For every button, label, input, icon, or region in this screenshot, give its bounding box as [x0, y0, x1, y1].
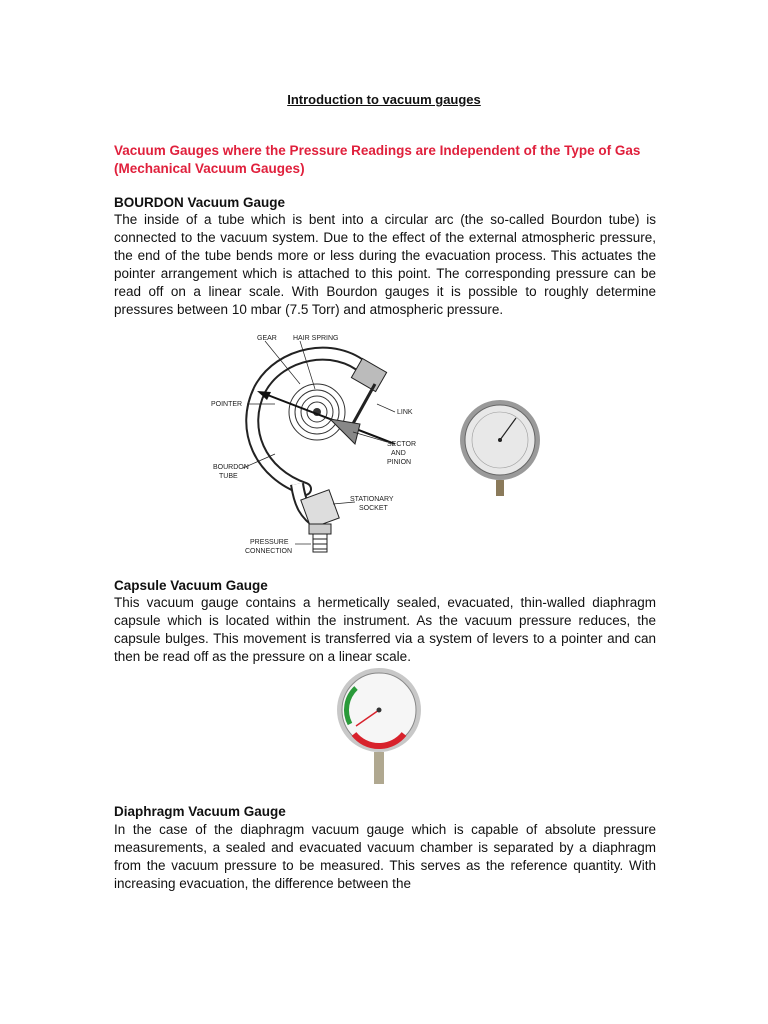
- label-pressure-1: PRESSURE: [250, 539, 289, 546]
- capsule-gauge-photo-icon: [334, 668, 424, 784]
- bourdon-heading: BOURDON Vacuum Gauge: [114, 195, 286, 210]
- bourdon-paragraph: The inside of a tube which is bent into a circular arc (the so-called Bourdon tube) is connected to the vacuum system. Due to the effect of the external atmospheric pressure, the end of the tube bends more or less during the evacuation process. This actuates the pointer arrangement which is attached to this point. The corresponding pressure can be read off on a linear scale. With Bourdon gauges it is possible to roughly determine pressures between 10 mbar (7.5 Torr) and atmospheric pressure.: [114, 212, 656, 317]
- label-gear: GEAR: [257, 335, 277, 342]
- label-link: LINK: [397, 409, 413, 416]
- capsule-heading: Capsule Vacuum Gauge: [114, 578, 268, 593]
- bourdon-tube-diagram-icon: [205, 334, 470, 560]
- label-bourdon-2: TUBE: [219, 473, 238, 480]
- label-stationary-2: SOCKET: [359, 505, 388, 512]
- label-sector-2: AND: [391, 450, 406, 457]
- capsule-paragraph: This vacuum gauge contains a hermetically sealed, evacuated, thin-walled diaphragm capsule which is located within the instrument. As the vacuum pressure reduces, the capsule bulges. This movement is transferred via a system of levers to a pointer and can then be read off as the pressure on a linear scale.: [114, 595, 656, 664]
- section-heading: Vacuum Gauges where the Pressure Readings are Independent of the Type of Gas (Mechanical Vacuum Gauges): [114, 143, 641, 176]
- label-pressure-2: CONNECTION: [245, 548, 293, 555]
- label-sector-3: PINION: [387, 459, 412, 466]
- label-pointer: POINTER: [211, 401, 243, 408]
- label-sector-1: SECTOR: [387, 441, 417, 448]
- diaphragm-heading: Diaphragm Vacuum Gauge: [114, 804, 286, 819]
- diaphragm-paragraph: In the case of the diaphragm vacuum gauge which is capable of absolute pressure measurements, a sealed and evacuated vacuum chamber is separated by a diaphragm from the vacuum pressure to be measured. This serves as the reference quantity. With increasing evacuation, the difference between the: [114, 822, 656, 891]
- page-title: Introduction to vacuum gauges: [287, 92, 481, 107]
- label-bourdon-1: BOURDON: [213, 464, 249, 471]
- bourdon-gauge-photo-icon: [458, 398, 544, 498]
- label-hair-spring: HAIR SPRING: [293, 335, 339, 342]
- label-stationary-1: STATIONARY: [350, 496, 394, 503]
